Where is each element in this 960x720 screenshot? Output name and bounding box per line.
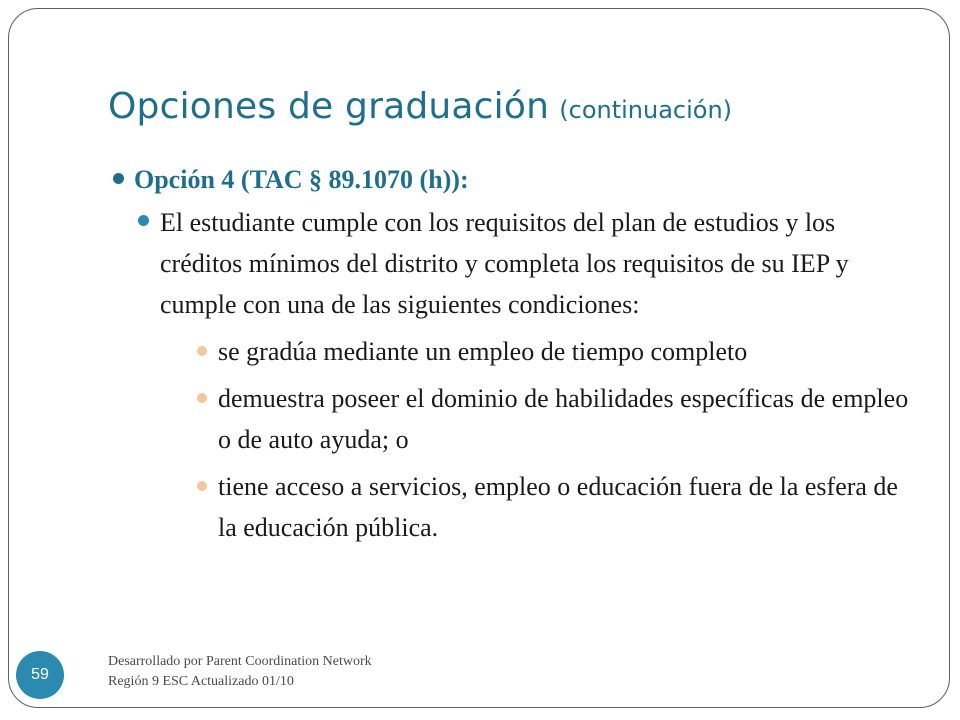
bullet-dot-icon [197, 346, 207, 356]
slide-footer [108, 652, 372, 692]
bullet-level2-text: El estudiante cumple con los requisitos del plan de estudios y los créditos mínimos del distrito y completa los requisitos de su IEP y cumple con una de las siguientes condiciones: [160, 208, 849, 319]
title-subtitle: (continuación) [559, 96, 733, 124]
bullet-level3-item [194, 331, 920, 372]
bullet-dot-icon [197, 393, 207, 403]
bullet-dot-icon [113, 173, 124, 184]
bullet-level3-item [194, 378, 920, 460]
bullet-level1 [110, 160, 920, 200]
title-main: Opciones de graduación [108, 86, 550, 127]
bullet-level1-text: Opción 4 (TAC § 89.1070 (h)): [134, 165, 469, 194]
bullet-level3-text: demuestra poseer el dominio de habilidades específicas de empleo o de auto ayuda; o [218, 384, 909, 454]
bullet-dot-icon [197, 481, 207, 491]
footer-line2: Región 9 ESC Actualizado 01/10 [108, 674, 294, 689]
bullet-level2 [136, 202, 920, 325]
page-number: 59 [31, 666, 49, 683]
bullet-dot-icon [138, 215, 149, 226]
footer-line1: Desarrollado por Parent Coordination Network [108, 654, 372, 669]
bullet-level3-item [194, 466, 920, 548]
bullet-level3-text: tiene acceso a servicios, empleo o educación fuera de la esfera de la educación pública. [218, 472, 898, 542]
slide-content [110, 160, 920, 548]
bullet-level3-text: se gradúa mediante un empleo de tiempo completo [218, 337, 748, 366]
page-number-badge [16, 651, 64, 699]
slide-title [108, 86, 732, 127]
